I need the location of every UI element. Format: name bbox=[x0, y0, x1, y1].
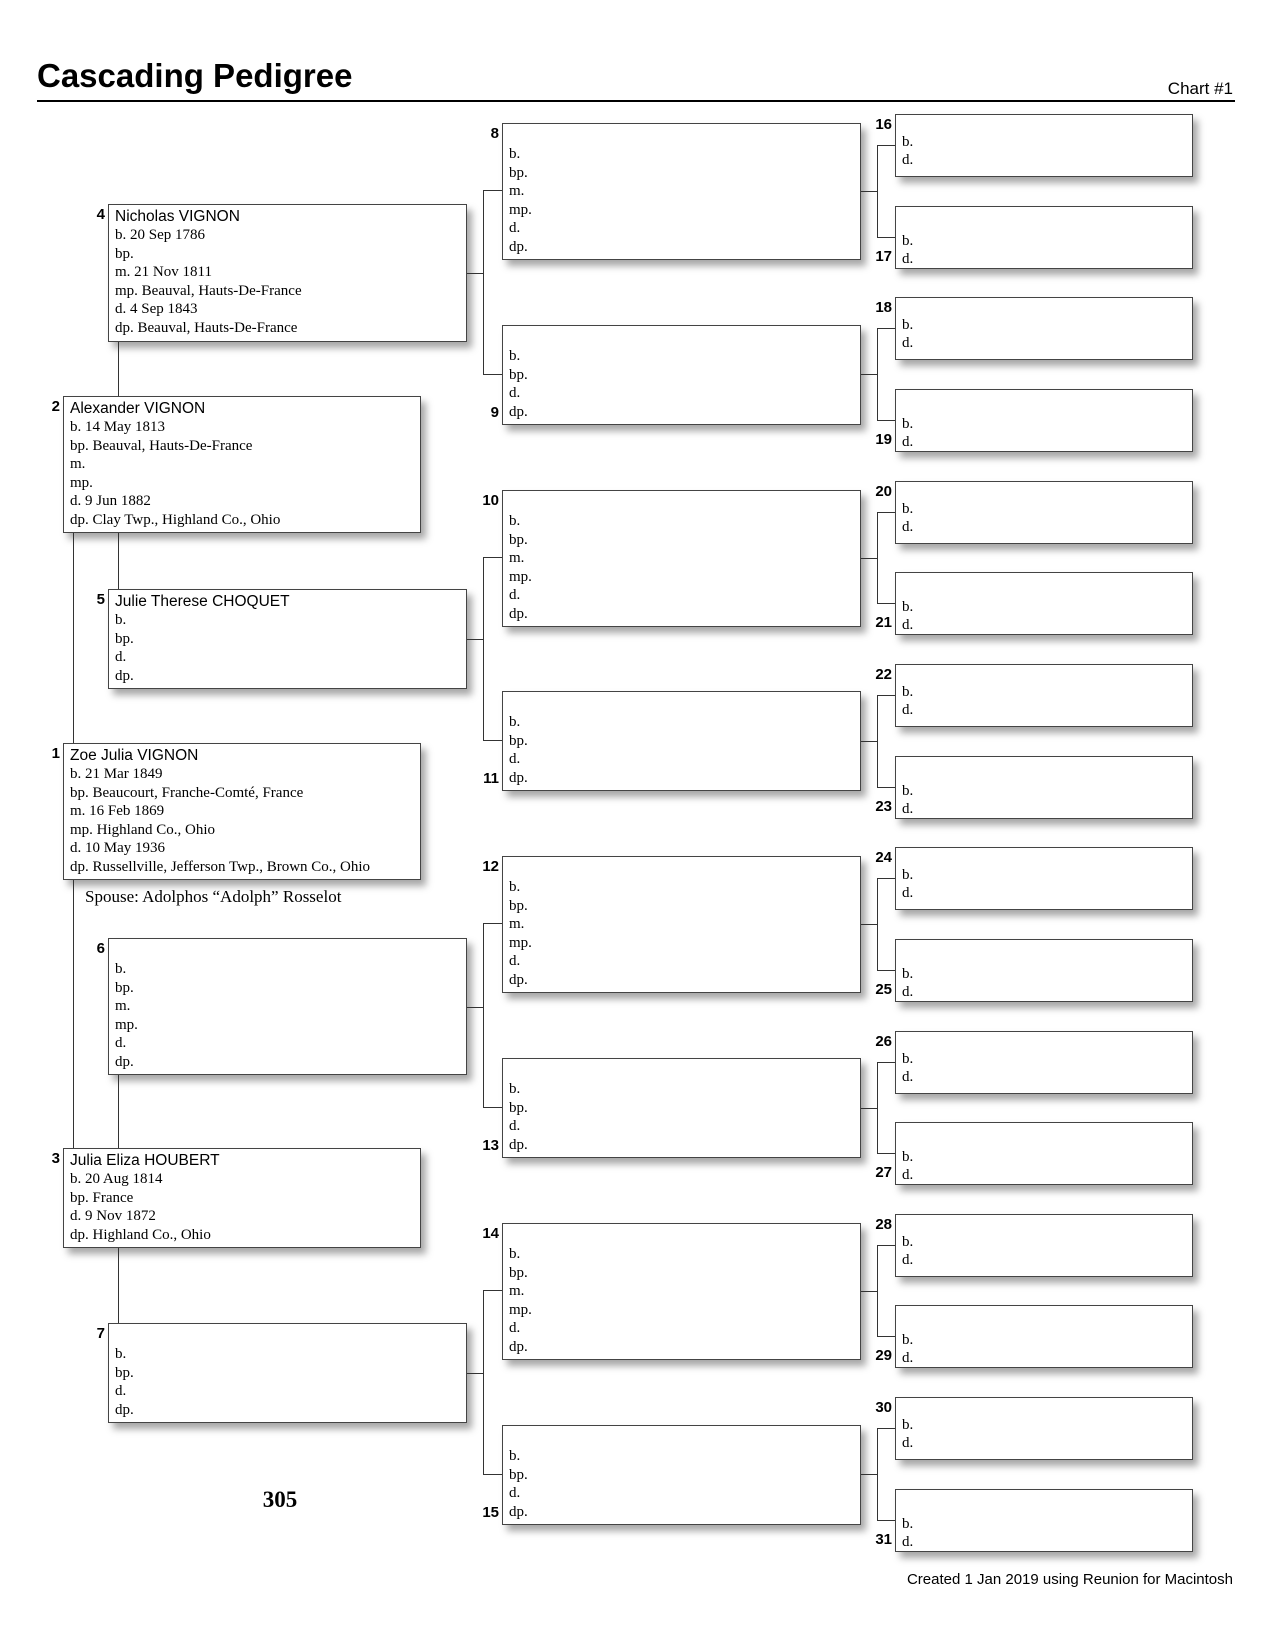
connector-line bbox=[877, 1520, 895, 1521]
connector-line bbox=[861, 1474, 877, 1475]
person-fact: mp. bbox=[70, 474, 93, 491]
connector-line bbox=[877, 145, 895, 146]
person-fact: b. bbox=[902, 1417, 914, 1433]
person-fact: b. bbox=[509, 513, 521, 529]
person-fact: b. bbox=[509, 714, 521, 730]
person-fact: bp. bbox=[115, 630, 134, 647]
person-fact: d. bbox=[902, 335, 914, 351]
person-fact: d. bbox=[902, 251, 914, 267]
connector-line bbox=[877, 328, 895, 329]
connector-line bbox=[877, 1336, 895, 1337]
connector-line bbox=[73, 533, 74, 743]
connector-line bbox=[467, 639, 483, 640]
person-fact: b. bbox=[509, 1246, 521, 1262]
connector-line bbox=[861, 558, 877, 559]
connector-line bbox=[877, 512, 878, 603]
person-fact: d. bbox=[509, 1118, 521, 1134]
connector-line bbox=[467, 273, 483, 274]
person-box-22[interactable] bbox=[895, 664, 1193, 727]
person-name bbox=[509, 126, 860, 145]
person-fact: d. bbox=[902, 1435, 914, 1451]
person-box-11[interactable] bbox=[502, 691, 861, 791]
person-fact: d. bbox=[902, 702, 914, 718]
person-fact: b. bbox=[115, 612, 127, 628]
person-fact: bp. bbox=[115, 1364, 134, 1381]
person-number: 18 bbox=[875, 299, 892, 316]
person-number: 28 bbox=[875, 1216, 892, 1233]
person-fact: b. bbox=[902, 1516, 914, 1532]
person-fact: d. bbox=[509, 587, 521, 603]
person-fact: d. bbox=[509, 1320, 521, 1336]
person-name bbox=[509, 493, 860, 512]
person-fact: dp. bbox=[509, 238, 528, 255]
person-fact: dp. Clay Twp., Highland Co., Ohio bbox=[70, 511, 281, 528]
person-box-23[interactable] bbox=[895, 756, 1193, 819]
chart-number: Chart #1 bbox=[1167, 79, 1233, 98]
person-fact: b. bbox=[115, 1346, 127, 1362]
person-fact: bp. bbox=[509, 366, 528, 383]
connector-line bbox=[861, 374, 877, 375]
person-fact: dp. bbox=[115, 1401, 134, 1418]
person-box-10[interactable] bbox=[502, 490, 861, 627]
connector-line bbox=[483, 923, 484, 1107]
person-fact: b. bbox=[902, 1332, 914, 1348]
person-fact: b. bbox=[902, 599, 914, 615]
person-fact: d. bbox=[509, 1485, 521, 1501]
person-fact: b. bbox=[509, 146, 521, 162]
person-name bbox=[115, 1326, 466, 1345]
person-number: 16 bbox=[875, 116, 892, 133]
person-fact: mp. bbox=[509, 568, 532, 585]
person-fact: b. bbox=[902, 233, 914, 249]
person-fact: b. bbox=[509, 1448, 521, 1464]
person-fact: dp. bbox=[115, 667, 134, 684]
person-box-6[interactable] bbox=[108, 938, 467, 1075]
person-number: 8 bbox=[490, 125, 499, 142]
person-number: 7 bbox=[96, 1325, 105, 1342]
person-fact: mp. bbox=[509, 934, 532, 951]
person-fact: d. bbox=[902, 1069, 914, 1085]
person-fact: b. bbox=[902, 317, 914, 333]
connector-line bbox=[483, 1474, 502, 1475]
person-fact: d. bbox=[902, 617, 914, 633]
person-fact: d. bbox=[902, 1534, 914, 1550]
person-fact: mp. bbox=[509, 201, 532, 218]
person-fact: bp. bbox=[115, 979, 134, 996]
person-fact: bp. bbox=[509, 732, 528, 749]
connector-line bbox=[467, 1373, 483, 1374]
connector-line bbox=[118, 1248, 119, 1323]
person-fact: d. bbox=[902, 1350, 914, 1366]
person-fact: b. bbox=[902, 416, 914, 432]
person-fact: bp. bbox=[509, 1099, 528, 1116]
person-name bbox=[509, 1226, 860, 1245]
person-fact: dp. bbox=[509, 403, 528, 420]
connector-line bbox=[483, 923, 502, 924]
person-box-4[interactable] bbox=[108, 204, 467, 342]
person-fact: m. bbox=[70, 456, 86, 472]
person-fact: d. bbox=[115, 649, 127, 665]
person-fact: d. bbox=[902, 885, 914, 901]
connector-line bbox=[483, 557, 502, 558]
person-fact: b. bbox=[902, 1051, 914, 1067]
header-rule bbox=[37, 100, 1235, 102]
person-box-26[interactable] bbox=[895, 1031, 1193, 1094]
person-fact: dp. bbox=[509, 1136, 528, 1153]
person-box-1[interactable] bbox=[63, 743, 421, 880]
person-fact: dp. bbox=[509, 769, 528, 786]
person-fact: d. 10 May 1936 bbox=[70, 840, 165, 856]
person-name bbox=[509, 1061, 860, 1080]
connector-line bbox=[877, 1245, 878, 1336]
page-number: 305 bbox=[262, 1487, 298, 1512]
person-name: Julie Therese CHOQUET bbox=[115, 593, 290, 610]
person-fact: d. bbox=[509, 953, 521, 969]
connector-line bbox=[877, 878, 878, 970]
person-fact: bp. Beaucourt, Franche-Comté, France bbox=[70, 784, 304, 801]
person-number: 19 bbox=[875, 431, 892, 448]
person-fact: dp. Beauval, Hauts-De-France bbox=[115, 319, 298, 336]
person-number: 25 bbox=[875, 981, 892, 998]
person-fact: dp. Russellville, Jefferson Twp., Brown Co., Ohio bbox=[70, 858, 371, 875]
person-number: 22 bbox=[875, 666, 892, 683]
person-fact: mp. bbox=[509, 1301, 532, 1318]
person-box-18[interactable] bbox=[895, 297, 1193, 360]
person-box-17[interactable] bbox=[895, 206, 1193, 269]
connector-line bbox=[861, 924, 877, 925]
person-number: 31 bbox=[875, 1531, 892, 1548]
connector-line bbox=[861, 1291, 877, 1292]
person-fact: d. bbox=[902, 1252, 914, 1268]
connector-line bbox=[483, 190, 484, 374]
person-fact: mp. Highland Co., Ohio bbox=[70, 821, 215, 838]
person-box-24[interactable] bbox=[895, 847, 1193, 910]
person-fact: bp. bbox=[115, 245, 134, 262]
person-fact: d. bbox=[509, 385, 521, 401]
connector-line bbox=[861, 741, 877, 742]
connector-line bbox=[877, 145, 878, 237]
person-fact: b. 20 Sep 1786 bbox=[115, 227, 205, 243]
person-box-15[interactable] bbox=[502, 1425, 861, 1525]
connector-line bbox=[483, 374, 502, 375]
connector-line bbox=[877, 1245, 895, 1246]
connector-line bbox=[877, 420, 895, 421]
person-number: 10 bbox=[482, 492, 499, 509]
person-box-19[interactable] bbox=[895, 389, 1193, 452]
person-fact: d. bbox=[902, 152, 914, 168]
person-fact: m. 21 Nov 1811 bbox=[115, 264, 212, 280]
person-fact: d. bbox=[902, 801, 914, 817]
connector-line bbox=[483, 557, 484, 740]
person-number: 30 bbox=[875, 1399, 892, 1416]
person-name bbox=[509, 328, 860, 347]
connector-line bbox=[483, 740, 502, 741]
person-fact: b. 20 Aug 1814 bbox=[70, 1171, 163, 1187]
person-box-29[interactable] bbox=[895, 1305, 1193, 1368]
person-fact: mp. bbox=[115, 1016, 138, 1033]
person-box-14[interactable] bbox=[502, 1223, 861, 1360]
person-fact: b. 14 May 1813 bbox=[70, 419, 165, 435]
person-fact: d. bbox=[902, 434, 914, 450]
connector-line bbox=[877, 787, 895, 788]
person-number: 14 bbox=[482, 1225, 499, 1242]
person-fact: b. bbox=[509, 1081, 521, 1097]
person-number: 21 bbox=[875, 614, 892, 631]
person-name: Alexander VIGNON bbox=[70, 400, 206, 417]
person-number: 1 bbox=[51, 745, 60, 762]
person-fact: d. bbox=[509, 220, 521, 236]
connector-line bbox=[118, 1075, 119, 1148]
person-box-9[interactable] bbox=[502, 325, 861, 425]
person-fact: d. 9 Jun 1882 bbox=[70, 493, 151, 509]
person-fact: b. bbox=[902, 1234, 914, 1250]
person-number: 23 bbox=[875, 798, 892, 815]
page-title: Cascading Pedigree bbox=[37, 57, 353, 94]
person-fact: b. bbox=[902, 966, 914, 982]
person-fact: m. bbox=[509, 550, 525, 566]
connector-line bbox=[483, 190, 502, 191]
person-name bbox=[509, 859, 860, 878]
person-fact: m. bbox=[509, 183, 525, 199]
person-fact: b. bbox=[509, 348, 521, 364]
person-fact: dp. bbox=[509, 971, 528, 988]
connector-line bbox=[483, 1107, 502, 1108]
person-fact: b. bbox=[902, 867, 914, 883]
person-number: 27 bbox=[875, 1164, 892, 1181]
person-box-13[interactable] bbox=[502, 1058, 861, 1158]
connector-line bbox=[877, 878, 895, 879]
connector-line bbox=[118, 533, 119, 589]
connector-line bbox=[73, 880, 74, 1148]
connector-line bbox=[861, 1108, 877, 1109]
person-fact: d. bbox=[115, 1383, 127, 1399]
person-number: 11 bbox=[483, 770, 499, 787]
person-fact: dp. bbox=[509, 605, 528, 622]
person-box-7[interactable] bbox=[108, 1323, 467, 1423]
connector-line bbox=[483, 1290, 484, 1474]
person-fact: m. bbox=[509, 916, 525, 932]
person-fact: b. bbox=[902, 501, 914, 517]
connector-line bbox=[877, 695, 878, 787]
connector-line bbox=[483, 1290, 502, 1291]
person-number: 20 bbox=[875, 483, 892, 500]
person-number: 24 bbox=[875, 849, 892, 866]
person-fact: bp. bbox=[509, 897, 528, 914]
person-fact: d. bbox=[115, 1035, 127, 1051]
person-box-5[interactable] bbox=[108, 589, 467, 689]
connector-line bbox=[118, 342, 119, 396]
person-fact: m. bbox=[509, 1283, 525, 1299]
footer-credit: Created 1 Jan 2019 using Reunion for Macintosh bbox=[906, 1571, 1233, 1588]
person-number: 26 bbox=[875, 1033, 892, 1050]
person-name: Julia Eliza HOUBERT bbox=[70, 1152, 220, 1169]
person-box-16[interactable] bbox=[895, 114, 1193, 177]
person-fact: dp. bbox=[115, 1053, 134, 1070]
person-box-27[interactable] bbox=[895, 1122, 1193, 1185]
person-box-25[interactable] bbox=[895, 939, 1193, 1002]
person-number: 15 bbox=[482, 1504, 499, 1521]
connector-line bbox=[877, 1428, 895, 1429]
connector-line bbox=[877, 970, 895, 971]
person-fact: d. bbox=[902, 1167, 914, 1183]
connector-line bbox=[861, 191, 877, 192]
connector-line bbox=[877, 1062, 895, 1063]
person-box-20[interactable] bbox=[895, 481, 1193, 544]
connector-line bbox=[877, 512, 895, 513]
person-fact: bp. bbox=[509, 1264, 528, 1281]
person-fact: bp. bbox=[509, 531, 528, 548]
connector-line bbox=[877, 695, 895, 696]
person-fact: b. bbox=[902, 1149, 914, 1165]
person-box-21[interactable] bbox=[895, 572, 1193, 635]
connector-line bbox=[877, 237, 895, 238]
person-fact: bp. bbox=[509, 1466, 528, 1483]
person-fact: bp. bbox=[509, 164, 528, 181]
person-fact: d. 9 Nov 1872 bbox=[70, 1208, 156, 1224]
person-fact: b. bbox=[902, 783, 914, 799]
person-number: 13 bbox=[482, 1137, 499, 1154]
person-fact: b. bbox=[115, 961, 127, 977]
person-fact: d. bbox=[902, 984, 914, 1000]
person-number: 12 bbox=[482, 858, 499, 875]
person-fact: bp. Beauval, Hauts-De-France bbox=[70, 437, 253, 454]
person-fact: d. 4 Sep 1843 bbox=[115, 301, 198, 317]
person-fact: d. bbox=[509, 751, 521, 767]
person-fact: m. bbox=[115, 998, 131, 1014]
person-box-28[interactable] bbox=[895, 1214, 1193, 1277]
person-number: 2 bbox=[51, 398, 60, 415]
connector-line bbox=[467, 1007, 483, 1008]
person-number: 6 bbox=[96, 940, 105, 957]
person-name: Zoe Julia VIGNON bbox=[70, 747, 199, 764]
person-name bbox=[509, 1428, 860, 1447]
person-box-3[interactable] bbox=[63, 1148, 421, 1248]
person-number: 29 bbox=[875, 1347, 892, 1364]
connector-line bbox=[877, 1428, 878, 1520]
person-fact: dp. bbox=[509, 1503, 528, 1520]
person-number: 3 bbox=[51, 1150, 60, 1167]
person-fact: b. bbox=[902, 684, 914, 700]
person-fact: b. bbox=[509, 879, 521, 895]
person-box-8[interactable] bbox=[502, 123, 861, 260]
person-number: 9 bbox=[490, 404, 499, 421]
person-box-31[interactable] bbox=[895, 1489, 1193, 1552]
person-fact: mp. Beauval, Hauts-De-France bbox=[115, 282, 302, 299]
person-box-30[interactable] bbox=[895, 1397, 1193, 1460]
spouse-label: Spouse: Adolphos “Adolph” Rosselot bbox=[85, 887, 342, 906]
person-fact: b. bbox=[902, 134, 914, 150]
person-number: 17 bbox=[875, 248, 892, 265]
person-fact: dp. bbox=[509, 1338, 528, 1355]
connector-line bbox=[877, 1153, 895, 1154]
person-fact: b. 21 Mar 1849 bbox=[70, 766, 163, 782]
connector-line bbox=[877, 603, 895, 604]
person-fact: m. 16 Feb 1869 bbox=[70, 803, 165, 819]
person-fact: d. bbox=[902, 519, 914, 535]
person-fact: dp. Highland Co., Ohio bbox=[70, 1226, 211, 1243]
person-box-2[interactable] bbox=[63, 396, 421, 533]
person-number: 5 bbox=[96, 591, 105, 608]
person-name: Nicholas VIGNON bbox=[115, 208, 240, 225]
person-name bbox=[509, 694, 860, 713]
person-box-12[interactable] bbox=[502, 856, 861, 993]
person-number: 4 bbox=[96, 206, 105, 223]
connector-line bbox=[877, 1062, 878, 1153]
connector-line bbox=[877, 328, 878, 420]
person-fact: bp. France bbox=[70, 1189, 134, 1206]
person-name bbox=[115, 941, 466, 960]
